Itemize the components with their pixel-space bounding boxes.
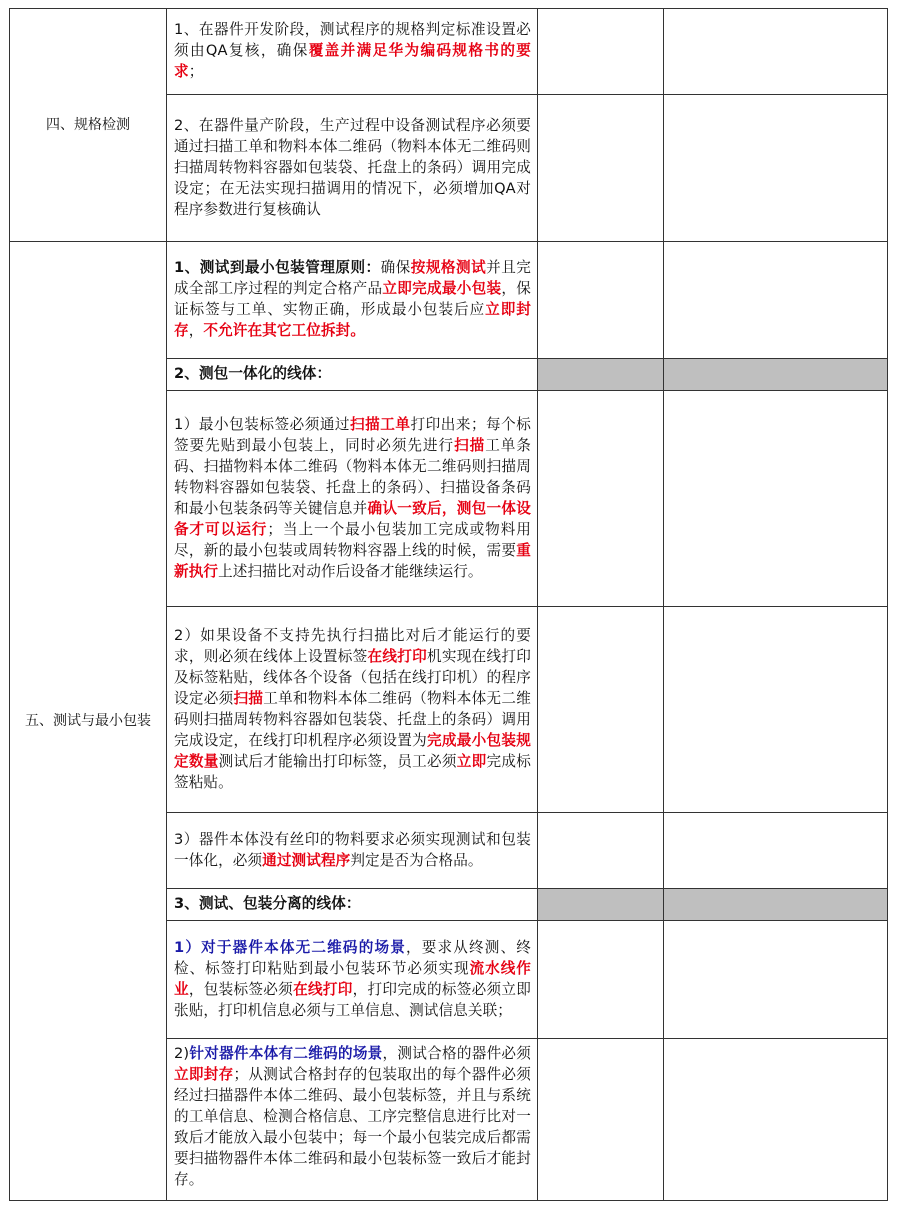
gray-cell: [664, 359, 888, 391]
empty-cell: [664, 391, 888, 607]
section-5-item-3-2: 2)针对器件本体有二维码的场景，测试合格的器件必须立即封存；从测试合格封存的包装取出的每个器件必须经过扫描器件本体二维码、最小包装标签，并且与系统的工单信息、检测合格信息、工序完整信息进行比对一致后才能放入最小包装中；每一个最小包装完成后都需要扫描物器件本体二维码和最小包装标签一致后才能封存。: [167, 1039, 538, 1201]
section-5-title: 五、测试与最小包装: [10, 242, 167, 1201]
empty-cell: [538, 813, 664, 889]
empty-cell: [538, 95, 664, 242]
empty-cell: [664, 607, 888, 813]
empty-cell: [538, 1039, 664, 1201]
section-4-item-2: 2、在器件量产阶段，生产过程中设备测试程序必须要通过扫描工单和物料本体二维码（物料本体无二维码则扫描周转物料容器如包装袋、托盘上的条码）调用完成设定；在无法实现扫描调用的情况下，必须增加QA对程序参数进行复核确认: [167, 95, 538, 242]
section-5-item-2-1: 1）最小包装标签必须通过扫描工单打印出来；每个标签要先贴到最小包装上，同时必须先进行扫描工单条码、扫描物料本体二维码（物料本体无二维码则扫描周转物料容器如包装袋、托盘上的条码）、扫描设备条码和最小包装条码等关键信息并确认一致后，测包一体设备才可以运行；当上一个最小包装加工完成或物料用尽，新的最小包装或周转物料容器上线的时候，需要重新执行上述扫描比对动作后设备才能继续运行。: [167, 391, 538, 607]
gray-cell: [538, 889, 664, 921]
section-4-title: 四、规格检测: [10, 9, 167, 242]
section-5-item-1: 1、测试到最小包装管理原则：确保按规格测试并且完成全部工序过程的判定合格产品立即完成最小包装，保证标签与工单、实物正确，形成最小包装后应立即封存，不允许在其它工位拆封。: [167, 242, 538, 359]
gray-cell: [538, 359, 664, 391]
empty-cell: [538, 921, 664, 1039]
requirements-table: [9, 8, 888, 1201]
empty-cell: [664, 242, 888, 359]
empty-cell: [664, 9, 888, 95]
empty-cell: [664, 921, 888, 1039]
table-row: [10, 242, 888, 359]
empty-cell: [538, 607, 664, 813]
subheading-integrated-line: 2、测包一体化的线体：: [167, 359, 538, 391]
section-5-item-3-1: 1）对于器件本体无二维码的场景，要求从终测、终检、标签打印粘贴到最小包装环节必须实现流水线作业，包装标签必须在线打印，打印完成的标签必须立即张贴，打印机信息必须与工单信息、测试信息关联；: [167, 921, 538, 1039]
empty-cell: [664, 813, 888, 889]
section-4-item-1: 1、在器件开发阶段，测试程序的规格判定标准设置必须由QA复核，确保覆盖并满足华为编码规格书的要求；: [167, 9, 538, 95]
empty-cell: [664, 1039, 888, 1201]
empty-cell: [538, 242, 664, 359]
empty-cell: [664, 95, 888, 242]
gray-cell: [664, 889, 888, 921]
section-5-item-2-3: 3）器件本体没有丝印的物料要求必须实现测试和包装一体化，必须通过测试程序判定是否为合格品。: [167, 813, 538, 889]
empty-cell: [538, 9, 664, 95]
section-5-item-2-2: 2）如果设备不支持先执行扫描比对后才能运行的要求，则必须在线体上设置标签在线打印机实现在线打印及标签粘贴，线体各个设备（包括在线打印机）的程序设定必须扫描工单和物料本体二维码（物料本体无二维码则扫描周转物料容器如包装袋、托盘上的条码）调用完成设定，在线打印机程序必须设置为完成最小包装规定数量测试后才能输出打印标签，员工必须立即完成标签粘贴。: [167, 607, 538, 813]
subheading-separated-line: 3、测试、包装分离的线体：: [167, 889, 538, 921]
table-row: [10, 9, 888, 95]
empty-cell: [538, 391, 664, 607]
